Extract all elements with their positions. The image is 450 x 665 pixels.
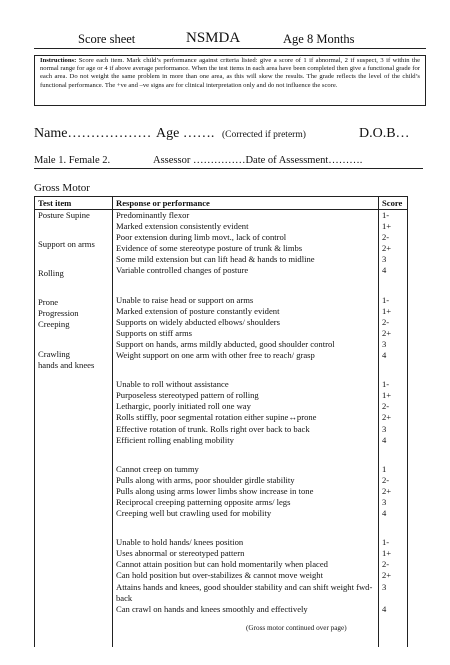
test-item-column — [35, 210, 113, 648]
details-divider — [34, 168, 423, 169]
test-item-label: hands and knees — [38, 359, 95, 370]
score-value[interactable]: 1- — [382, 294, 390, 305]
response-item: Purposeless stereotyped pattern of rolling — [116, 390, 259, 401]
response-item: Effective rotation of trunk. Rolls right over back to back — [116, 423, 310, 434]
group-spacer — [38, 331, 112, 349]
title-divider — [34, 48, 426, 49]
name-field[interactable]: Name……………… — [34, 126, 152, 141]
test-item-group — [38, 349, 112, 371]
response-item: Weight support on one arm with other free to reach/ grasp — [116, 350, 315, 361]
response-item: Attains hands and knees, good shoulder stability and can shift weight fwd-back — [116, 581, 373, 603]
response-item: Poor extension during limb movt., lack of control — [116, 232, 287, 243]
response-item: Cannot attain position but can hold momentarily when placed — [116, 559, 328, 570]
response-item: Reciprocal creeping patterning opposite arms/ legs — [116, 496, 291, 507]
score-value[interactable]: 2+ — [382, 485, 392, 496]
group-spacer — [38, 250, 112, 268]
score-value[interactable]: 4 — [382, 603, 387, 614]
organization-title: NSMDA — [186, 30, 241, 46]
score-value[interactable]: 4 — [382, 434, 387, 445]
response-item: Marked extension of posture constantly evident — [116, 305, 280, 316]
score-value[interactable]: 2+ — [382, 570, 392, 581]
score-value[interactable]: 1- — [382, 210, 390, 220]
test-item-group — [38, 268, 112, 279]
test-item-group — [38, 239, 112, 250]
response-item: Lethargic, poorly initiated roll one way — [116, 401, 251, 412]
test-item-label: Crawling — [38, 348, 70, 359]
group-spacer — [382, 446, 407, 464]
response-item: Predominantly flexor — [116, 210, 190, 220]
test-item-group — [38, 210, 112, 221]
age-field[interactable]: Age ……. — [156, 126, 215, 141]
sex-field[interactable]: Male 1. Female 2. — [34, 155, 111, 166]
score-value[interactable]: 3 — [382, 581, 387, 592]
continued-footer: (Gross motor continued over page) — [246, 624, 347, 632]
corrected-note: (Corrected if preterm) — [222, 130, 306, 140]
test-item-label: Creeping — [38, 319, 70, 330]
response-item: Evidence of some stereotype posture of trunk & limbs — [116, 243, 303, 254]
test-item-label: Rolling — [38, 268, 64, 279]
score-value[interactable]: 2- — [382, 474, 390, 485]
test-item-label: Progression — [38, 308, 79, 319]
score-value[interactable]: 4 — [382, 508, 387, 519]
instructions-text: Score each item. Mark child’s performance against criteria listed: give a score of 1 if abnormal, 2 if suspect, 3 if within the normal range for age or 4 if above average performance. When the test items in each area have been completed then give a functional grade for each area. Do not weight the same problem in more than one area, as this will skew the results. The grade reflects the level of the child’s functional performance. The +ve and –ve signs are for clinical interpretation only and do not influence the score. — [40, 57, 420, 89]
score-column — [379, 210, 408, 648]
patient-info-row — [34, 126, 434, 142]
score-group — [382, 537, 407, 615]
score-group — [382, 379, 407, 446]
test-item-label: Posture Supine — [38, 210, 90, 220]
page-header — [0, 30, 450, 46]
score-value[interactable]: 2+ — [382, 327, 392, 338]
response-item: Unable to raise head or support on arms — [116, 294, 254, 305]
header-response: Response or performance — [113, 197, 379, 210]
group-spacer — [116, 519, 378, 537]
response-item: Pulls along using arms lower limbs show increase in tone — [116, 485, 314, 496]
section-title: Gross Motor — [34, 182, 90, 194]
response-item: Unable to hold hands/ knees position — [116, 537, 244, 548]
score-group — [382, 295, 407, 362]
instructions-box — [34, 55, 426, 106]
response-group — [116, 464, 378, 519]
response-item: Can crawl on hands and knees smoothly and effectively — [116, 603, 308, 614]
score-value[interactable]: 2- — [382, 401, 390, 412]
score-value[interactable]: 2- — [382, 232, 390, 243]
score-value[interactable]: 2- — [382, 559, 390, 570]
assessor-date-field[interactable]: Assessor ……………Date of Assessment………. — [153, 155, 363, 166]
score-value[interactable]: 1 — [382, 463, 387, 474]
header-test-item: Test item — [35, 197, 113, 210]
response-item: Unable to roll without assistance — [116, 379, 229, 390]
header-score: Score — [379, 197, 408, 210]
score-group — [382, 464, 407, 519]
response-item: Supports on stiff arms — [116, 327, 192, 338]
response-item: Marked extension consistently evident — [116, 221, 249, 232]
score-value[interactable]: 1- — [382, 537, 390, 548]
group-spacer — [38, 279, 112, 297]
response-group — [116, 295, 378, 362]
test-item-label: Prone — [38, 297, 59, 308]
response-group — [116, 210, 378, 277]
score-value[interactable]: 4 — [382, 350, 387, 361]
age-title: Age 8 Months — [283, 32, 355, 46]
response-column — [113, 210, 379, 648]
response-group — [116, 379, 378, 446]
response-item: Variable controlled changes of posture — [116, 265, 249, 276]
response-item: Support on hands, arms mildly abducted, good shoulder control — [116, 338, 335, 349]
group-spacer — [116, 361, 378, 379]
test-item-label: Support on arms — [38, 239, 95, 250]
score-table — [34, 196, 408, 647]
group-spacer — [382, 361, 407, 379]
score-value[interactable]: 2- — [382, 316, 390, 327]
response-item: Efficient rolling enabling mobility — [116, 434, 234, 445]
response-item: Rolls stiffly, poor segmental rotation either supine↔prone — [116, 412, 317, 423]
score-value[interactable]: 1+ — [382, 390, 392, 401]
score-value[interactable] — [382, 593, 407, 604]
score-value[interactable]: 3 — [382, 496, 387, 507]
table-body-row — [35, 210, 408, 648]
group-spacer — [38, 221, 112, 239]
details-row — [34, 155, 434, 167]
response-item: Supports on widely abducted elbows/ shoulders — [116, 316, 280, 327]
score-group — [382, 210, 407, 277]
score-value[interactable]: 3 — [382, 423, 387, 434]
response-group — [116, 537, 378, 615]
group-spacer — [382, 519, 407, 537]
response-item: Pulls along with arms, poor shoulder girdle stability — [116, 474, 295, 485]
score-value[interactable]: 2+ — [382, 243, 392, 254]
group-spacer — [382, 277, 407, 295]
response-item: Can hold position but over-stabilizes & cannot move weight — [116, 570, 323, 581]
group-spacer — [116, 277, 378, 295]
score-value[interactable]: 1+ — [382, 548, 392, 559]
response-item: Some mild extension but can lift head & hands to midline — [116, 254, 315, 265]
table-header-row — [35, 197, 408, 210]
dob-field[interactable]: D.O.B… — [359, 126, 410, 141]
score-value[interactable]: 2+ — [382, 412, 392, 423]
score-value[interactable]: 3 — [382, 254, 387, 265]
score-value[interactable]: 1+ — [382, 305, 392, 316]
response-item: Creeping well but crawling used for mobility — [116, 508, 272, 519]
score-value[interactable]: 4 — [382, 265, 387, 276]
score-value[interactable]: 1+ — [382, 221, 392, 232]
response-item: Uses abnormal or stereotyped pattern — [116, 548, 245, 559]
score-value[interactable]: 3 — [382, 338, 387, 349]
test-item-group — [38, 297, 112, 330]
instructions-label: Instructions: — [40, 57, 77, 64]
score-value[interactable]: 1- — [382, 379, 390, 390]
score-sheet-title: Score sheet — [78, 32, 136, 46]
response-item: Cannot creep on tummy — [116, 463, 199, 474]
group-spacer — [116, 446, 378, 464]
